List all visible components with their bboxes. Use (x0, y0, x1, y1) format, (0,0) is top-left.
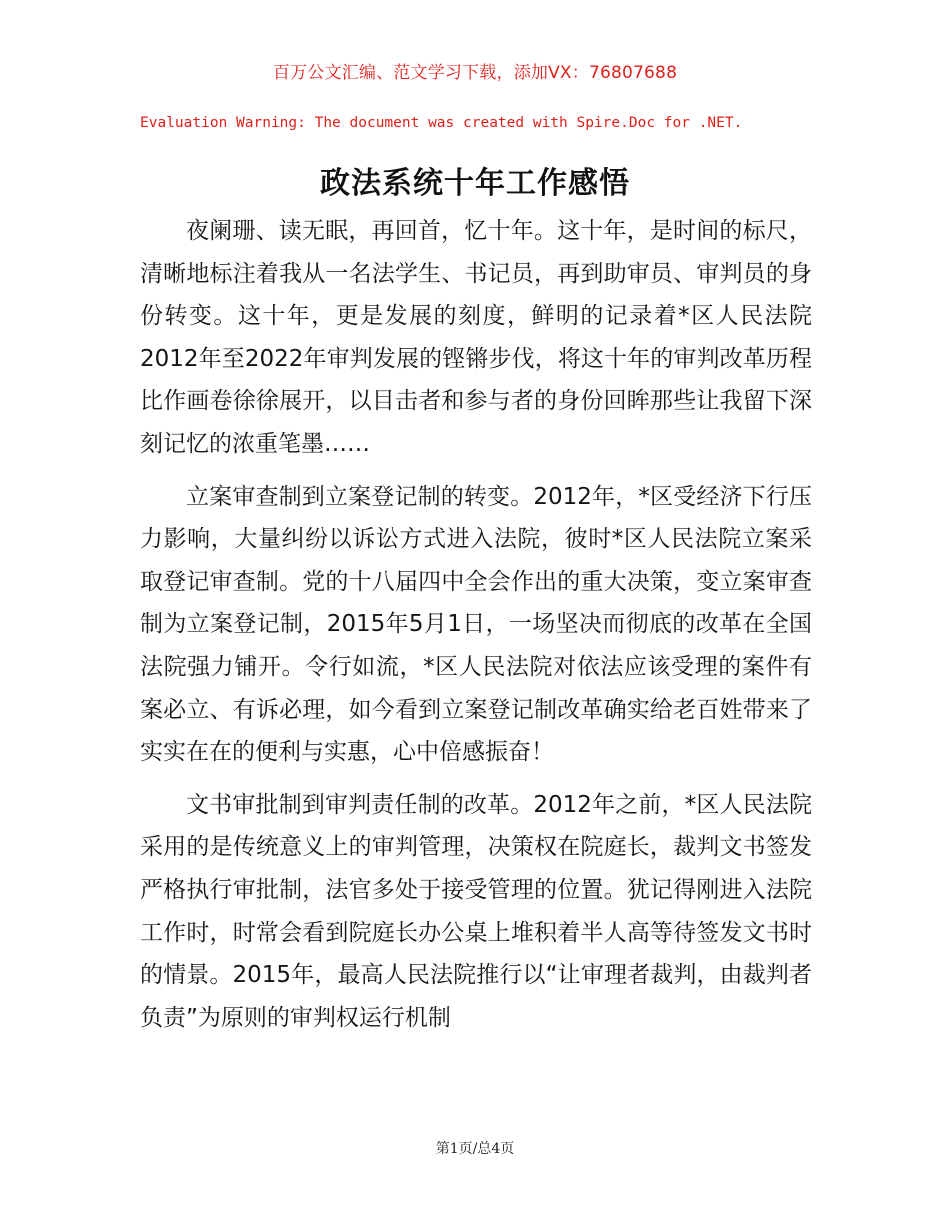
paragraph-intro: 夜阑珊、读无眠，再回首，忆十年。这十年，是时间的标尺，清晰地标注着我从一名法学生、书记员，再到助审员、审判员的身份转变。这十年，更是发展的刻度，鲜明的记录着*区人民法院2012年至2022年审判发展的铿锵步伐，将这十年的审判改革历程比作画卷徐徐展开，以目击者和参与者的身份回眸那些让我留下深刻记忆的浓重笔墨…… (140, 218, 812, 457)
page-footer: 第1页/总4页 (435, 1141, 515, 1157)
paragraph-filing-reform: 立案审查制到立案登记制的转变。2012年，*区受经济下行压力影响，大量纠纷以诉讼方式进入法院，彼时*区人民法院立案采取登记审查制。党的十八届四中全会作出的重大决策，变立案审查制为立案登记制，2015年5月1日，一场坚决而彻底的改革在全国法院强力铺开。令行如流，*区人民法院对依法应该受理的案件有案必立、有诉必理，如今看到立案登记制改革确实给老百姓带来了实实在在的便利与实惠，心中倍感振奋！ (140, 483, 812, 766)
document-body (140, 210, 812, 1049)
paragraph-judicial-responsibility: 文书审批制到审判责任制的改革。2012年之前，*区人民法院采用的是传统意义上的审判管理，决策权在院庭长，裁判文书签发严格执行审批制，法官多处于接受管理的位置。犹记得刚进入法院工作时，时常会看到院庭长办公桌上堆积着半人高等待签发文书时的情景。2015年，最高人民法院推行以“让审理者裁判，由裁判者负责”为原则的审判权运行机制 (140, 791, 812, 1031)
document-title: 政法系统十年工作感悟 (320, 166, 630, 201)
header-banner: 百万公文汇编、范文学习下载，添加VX：76807688 (272, 63, 678, 83)
evaluation-warning: Evaluation Warning: The document was created with Spire.Doc for .NET. (140, 115, 743, 131)
